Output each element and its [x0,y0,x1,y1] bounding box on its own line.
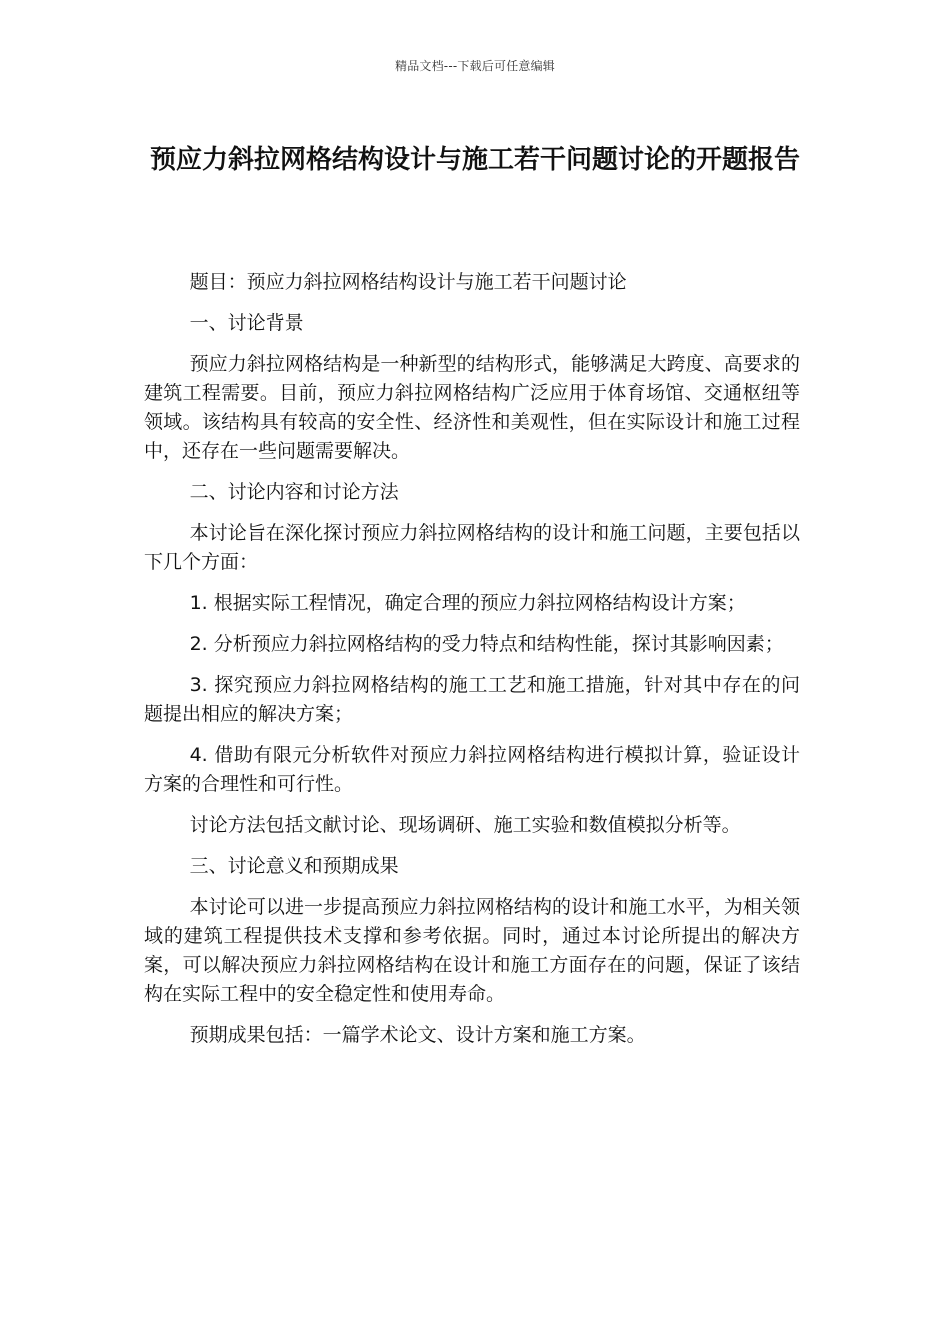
section-heading-background: 一、讨论背景 [189,312,304,334]
list-item-2: 2. 分析预应力斜拉网格结构的受力特点和结构性能，探讨其影响因素； [189,633,784,655]
content-intro-paragraph: 本讨论旨在深化探讨预应力斜拉网格结构的设计和施工问题，主要包括以下几个方面： [144,522,800,573]
list-item-3: 3. 探究预应力斜拉网格结构的施工工艺和施工措施，针对其中存在的问题提出相应的解决方案； [144,674,800,725]
method-paragraph: 讨论方法包括文献讨论、现场调研、施工实验和数值模拟分析等。 [189,814,741,836]
list-item-4: 4. 借助有限元分析软件对预应力斜拉网格结构进行模拟计算，验证设计方案的合理性和可行性。 [144,744,800,795]
background-paragraph: 预应力斜拉网格结构是一种新型的结构形式，能够满足大跨度、高要求的建筑工程需要。目前，预应力斜拉网格结构广泛应用于体育场馆、交通枢纽等领域。该结构具有较高的安全性、经济性和美观性，但在实际设计和施工过程中，还存在一些问题需要解决。 [144,353,800,462]
section-heading-content-method: 二、讨论内容和讨论方法 [189,481,399,503]
topic-line: 题目：预应力斜拉网格结构设计与施工若干问题讨论 [189,271,627,293]
section-heading-significance: 三、讨论意义和预期成果 [189,855,399,877]
document-body [144,268,800,1050]
list-item-1: 1. 根据实际工程情况，确定合理的预应力斜拉网格结构设计方案； [189,592,746,614]
expected-results-paragraph: 预期成果包括：一篇学术论文、设计方案和施工方案。 [189,1024,646,1046]
significance-paragraph: 本讨论可以进一步提高预应力斜拉网格结构的设计和施工水平，为相关领域的建筑工程提供技术支撑和参考依据。同时，通过本讨论所提出的解决方案，可以解决预应力斜拉网格结构在设计和施工方面存在的问题，保证了该结构在实际工程中的安全稳定性和使用寿命。 [144,896,800,1005]
header-note: 精品文档---下载后可任意编辑 [395,59,555,73]
document-title: 预应力斜拉网格结构设计与施工若干问题讨论的开题报告 [149,145,800,175]
